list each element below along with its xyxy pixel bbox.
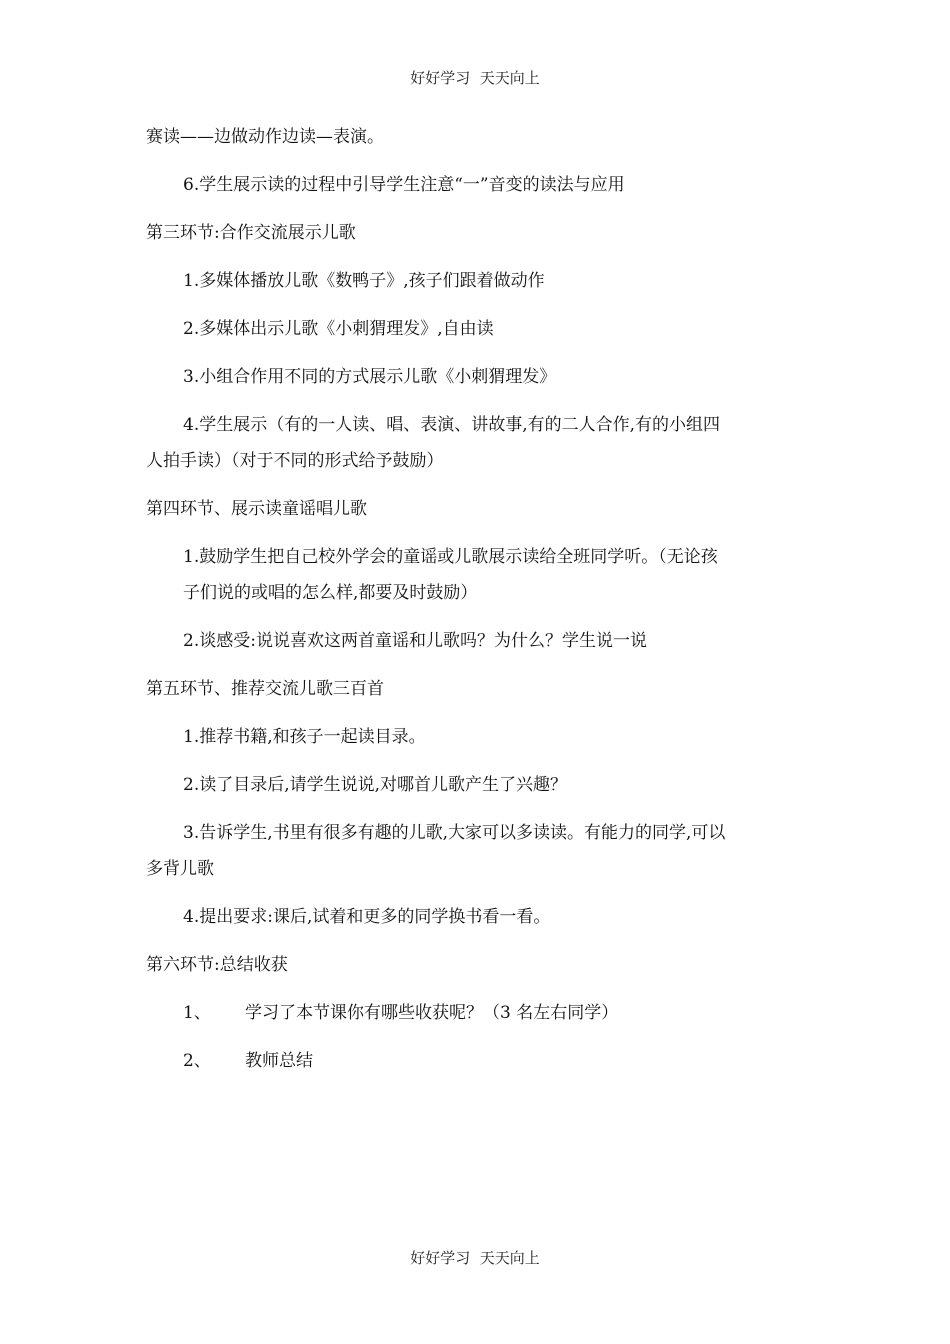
list-item: 1.推荐书籍,和孩子一起读目录。 xyxy=(183,727,426,747)
paragraph-line: 4.学生展示（有的一人读、唱、表演、讲故事,有的二人合作,有的小组四 xyxy=(183,415,721,435)
page-footer: 好好学习 天天向上 xyxy=(410,1249,540,1267)
section-heading-4: 第四环节、展示读童谣唱儿歌 xyxy=(146,499,367,519)
section-heading-5: 第五环节、推荐交流儿歌三百首 xyxy=(146,679,384,699)
paragraph-tell-students xyxy=(146,820,810,882)
item-text: 教师总结 xyxy=(245,1051,313,1071)
paragraph-student-show xyxy=(146,412,810,474)
list-item: 1.多媒体播放儿歌《数鸭子》,孩子们跟着做动作 xyxy=(183,271,545,291)
item-text: 学习了本节课你有哪些收获呢？（3 名左右同学） xyxy=(245,1003,619,1023)
paragraph-line: 1.鼓励学生把自己校外学会的童谣或儿歌展示读给全班同学听。（无论孩 xyxy=(183,547,718,567)
paragraph-line: 子们说的或唱的怎么样,都要及时鼓励） xyxy=(183,583,478,603)
list-item: 3.小组合作用不同的方式展示儿歌《小刺猬理发》 xyxy=(183,367,557,387)
paragraph-line: 多背儿歌 xyxy=(146,859,214,879)
paragraph-line: 3.告诉学生,书里有很多有趣的儿歌,大家可以多读读。有能力的同学,可以 xyxy=(183,823,726,843)
section-heading-3: 第三环节:合作交流展示儿歌 xyxy=(146,223,356,243)
numbered-item xyxy=(146,1048,810,1074)
item-number: 1、 xyxy=(183,1003,211,1023)
numbered-item xyxy=(146,1000,810,1026)
list-item: 2.读了目录后,请学生说说,对哪首儿歌产生了兴趣？ xyxy=(183,775,568,795)
item-number: 2、 xyxy=(183,1051,211,1071)
paragraph-read-perform: 赛读——边做动作边读—表演。 xyxy=(146,127,384,147)
list-item: 2.多媒体出示儿歌《小刺猬理发》,自由读 xyxy=(183,319,494,339)
list-item: 2.谈感受:说说喜欢这两首童谣和儿歌吗？为什么？学生说一说 xyxy=(183,631,647,651)
paragraph-line: 人拍手读）（对于不同的形式给予鼓励） xyxy=(146,451,444,471)
paragraph-step-6: 6.学生展示读的过程中引导学生注意“一”音变的读法与应用 xyxy=(183,175,625,195)
page-header: 好好学习 天天向上 xyxy=(410,69,540,87)
section-heading-6: 第六环节:总结收获 xyxy=(146,955,288,975)
document-body xyxy=(146,124,810,1096)
list-item: 4.提出要求:课后,试着和更多的同学换书看一看。 xyxy=(183,907,551,927)
paragraph-encourage xyxy=(146,544,810,606)
